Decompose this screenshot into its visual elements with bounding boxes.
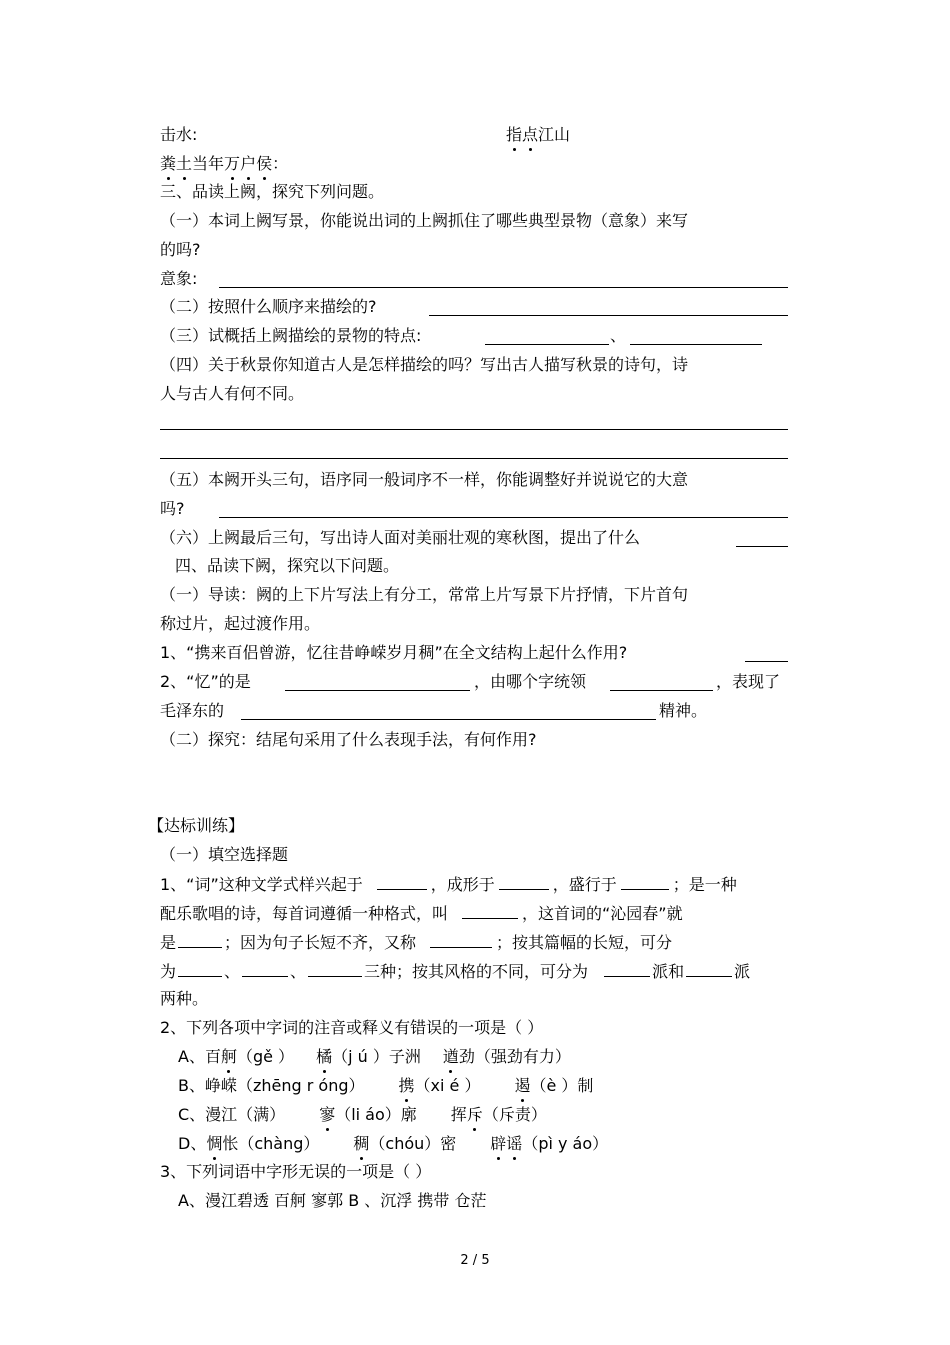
imagery-answer-line [219, 287, 788, 288]
choice-question-3: 3、下列词语中字形无误的一项是（ ） [160, 1162, 432, 1181]
option-c: C、漫江（满） 寥（li áo）廓 挥斥（斥责） [178, 1105, 547, 1124]
lower-question-2-blank-1 [285, 690, 470, 691]
lower-question-2-line1: 2、“忆”的是 [160, 672, 251, 691]
question-5-line2: 吗? [160, 499, 185, 518]
question-4-answer-line-1 [160, 429, 788, 430]
fill-line-5: 两种。 [160, 989, 209, 1008]
section-four-heading: 四、品读下阙，探究以下问题。 [175, 556, 400, 575]
page-number: 2 / 5 [460, 1253, 490, 1268]
line-zhidian: 指点江山 [506, 125, 571, 144]
question-1-line1: （一）本词上阙写景，你能说出词的上阙抓住了哪些典型景物（意象）来写 [160, 211, 689, 230]
fill-choice-heading: （一）填空选择题 [160, 845, 289, 864]
lower-question-2-blank-2 [610, 690, 713, 691]
question-3-answer-line-2 [630, 344, 762, 345]
lower-question-2-end: ，表现了 [716, 672, 781, 691]
question-5-line1: （五）本阙开头三句，语序同一般词序不一样，你能调整好并说说它的大意 [160, 470, 689, 489]
question-3-answer-line-1 [485, 344, 609, 345]
guide-line2: 称过片，起过渡作用。 [160, 614, 321, 633]
question-4-line2: 人与古人有何不同。 [160, 384, 305, 403]
option-d: D、惆怅（chàng） 稠（chóu）密 辟谣（pì y áo） [178, 1134, 609, 1153]
question-4-line1: （四）关于秋景你知道古人是怎样描绘的吗？写出古人描写秋景的诗句，诗 [160, 355, 689, 374]
lower-question-2-blank-3 [241, 719, 656, 720]
choice-question-3-options: A、漫江碧透 百舸 寥郭 B 、沉浮 携带 仓茫 [178, 1191, 487, 1210]
question-1-line2: 的吗? [160, 240, 201, 259]
lower-question-2-mid: ，由哪个字统领 [474, 672, 587, 691]
fill-line-4: 为 、 、 三种；按其风格的不同，可分为 派和 派 [160, 962, 751, 981]
question-6: （六）上阙最后三句，写出诗人面对美丽壮观的寒秋图，提出了什么 [160, 528, 641, 547]
question-6-answer-line [736, 546, 788, 547]
practice-heading: 【达标训练】 [148, 816, 245, 835]
lower-question-1: 1、“携来百侣曾游，忆往昔峥嵘岁月稠”在全文结构上起什么作用? [160, 643, 628, 662]
question-5-answer-line [219, 517, 788, 518]
question-3-separator: 、 [610, 326, 627, 345]
lower-question-2-spirit: 精神。 [659, 701, 708, 720]
question-3: （三）试概括上阙描绘的景物的特点: [160, 326, 422, 345]
option-b: B、峥嵘（zhēng r óng） 携（xi é ） 遏（è ）制 [178, 1076, 594, 1095]
option-a: A、百舸（gě ） 橘（j ú ）子洲 遒劲（强劲有力） [178, 1047, 571, 1066]
question-2-answer-line [429, 315, 788, 316]
section-three-heading: 三、品读上阙，探究下列问题。 [160, 182, 385, 201]
choice-question-2: 2、下列各项中字词的注音或释义有错误的一项是（ ） [160, 1018, 544, 1037]
question-2: （二）按照什么顺序来描绘的? [160, 297, 377, 316]
explore-question: （二）探究：结尾句采用了什么表现手法，有何作用? [160, 730, 537, 749]
guide-line1: （一）导读：阙的上下片写法上有分工，常常上片写景下片抒情，下片首句 [160, 585, 689, 604]
line-jishui: 击水: [160, 125, 198, 144]
fill-line-1: 1、“词”这种文学式样兴起于 ，成形于 ，盛行于 ；是一种 [160, 875, 737, 894]
fill-line-3: 是 ；因为句子长短不齐，又称 ；按其篇幅的长短，可分 [160, 933, 673, 952]
lower-question-1-answer-line [745, 661, 788, 662]
lower-question-2-line2: 毛泽东的 [160, 701, 225, 720]
imagery-label: 意象: [160, 269, 198, 288]
line-fentu: 粪土当年万户侯： [160, 154, 289, 173]
question-4-answer-line-2 [160, 458, 788, 459]
fill-line-2: 配乐歌唱的诗，每首词遵循一种格式，叫 ，这首词的“沁园春”就 [160, 904, 683, 923]
